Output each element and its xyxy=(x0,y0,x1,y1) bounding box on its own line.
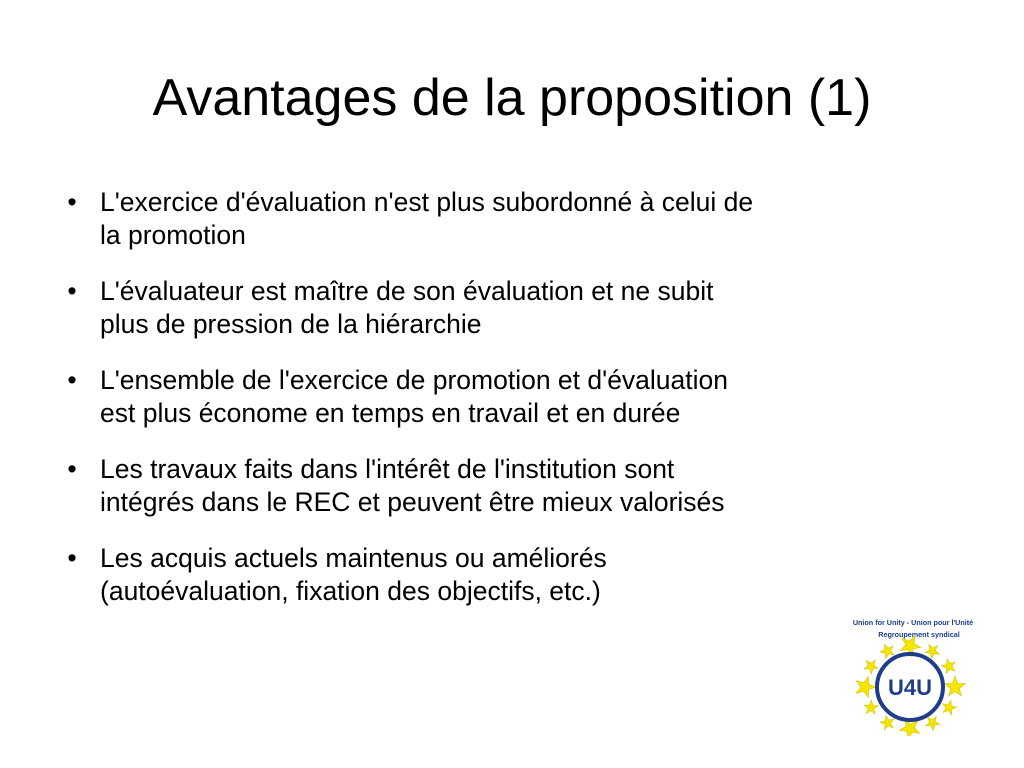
bullet-line: L'exercice d'évaluation n'est plus subordonné à celui de xyxy=(100,187,754,217)
u4u-logo xyxy=(838,616,988,736)
bullet-line: L'évaluateur est maître de son évaluation et ne subit xyxy=(100,276,714,306)
bullet-line: est plus économe en temps en travail et en durée xyxy=(100,398,681,428)
bullet-line: L'ensemble de l'exercice de promotion et d'évaluation xyxy=(100,365,729,395)
bullet-line: plus de pression de la hiérarchie xyxy=(100,309,482,339)
bullet-line: Les acquis actuels maintenus ou améliorés xyxy=(100,543,607,573)
star-icon xyxy=(864,700,878,714)
bullet-marker: • xyxy=(67,187,77,217)
star-icon xyxy=(926,716,940,730)
bullet-item xyxy=(62,275,962,341)
logo-line1: Union for Unity - Union pour l'Unité xyxy=(852,618,974,627)
bullet-line: la promotion xyxy=(100,220,246,250)
star-icon xyxy=(941,659,955,673)
bullet-marker: • xyxy=(67,276,77,306)
star-icon xyxy=(945,676,966,696)
logo-line2: Regroupement syndical xyxy=(878,630,960,639)
bullet-item xyxy=(62,186,962,252)
bullet-line: (autoévaluation, fixation des objectifs, etc.) xyxy=(100,576,601,606)
bullet-item xyxy=(62,453,962,519)
star-icon xyxy=(856,677,876,698)
u4u-logo-graphic xyxy=(838,616,988,736)
star-icon xyxy=(880,716,894,730)
bullet-list xyxy=(62,186,962,631)
bullet-line: Les travaux faits dans l'intérêt de l'institution sont xyxy=(100,454,675,484)
bullet-line: intégrés dans le REC et peuvent être mieux valorisés xyxy=(100,487,725,517)
bullet-marker: • xyxy=(67,454,77,484)
bullet-marker: • xyxy=(67,543,77,573)
star-icon xyxy=(880,644,894,658)
star-icon xyxy=(943,700,957,714)
star-icon xyxy=(864,660,878,674)
slide-title: Avantages de la proposition (1) xyxy=(152,69,872,127)
bullet-item xyxy=(62,542,962,608)
star-icon xyxy=(925,645,939,659)
logo-mark: U4U xyxy=(887,675,933,700)
bullet-item xyxy=(62,364,962,430)
bullet-marker: • xyxy=(67,365,77,395)
